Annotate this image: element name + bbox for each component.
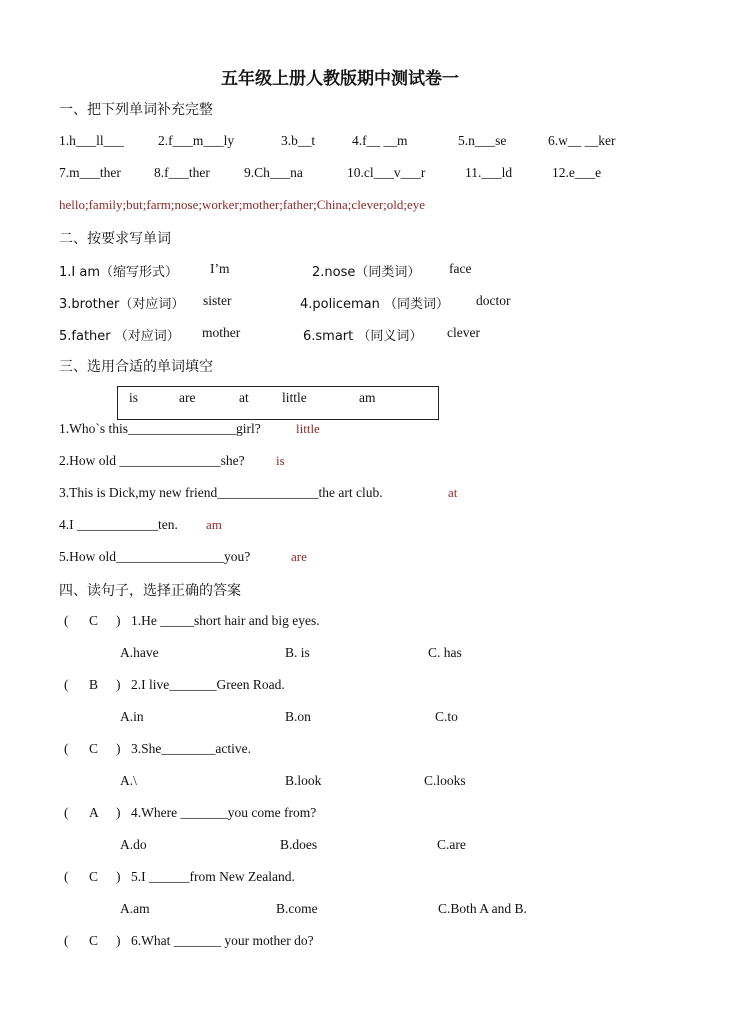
s4-q2-opt-c: C.to — [435, 709, 458, 724]
section-2-heading: 二、按要求写单词 — [59, 231, 171, 247]
s1-word-11: 11.___ld — [465, 165, 513, 180]
s4-q2-text: 2.I live_______Green Road. — [131, 677, 285, 692]
word-bank-option-2: are — [179, 390, 196, 405]
word-bank-option-3: at — [239, 390, 249, 405]
s4-q5-text: 5.I ______from New Zealand. — [131, 869, 295, 884]
s4-q4-opt-a: A.do — [120, 837, 147, 852]
s1-word-3: 3.b__t — [281, 133, 316, 148]
s4-q1-text: 1.He _____short hair and big eyes. — [131, 613, 320, 628]
s3-a2: is — [276, 453, 285, 468]
s1-word-5: 5.n___se — [458, 133, 507, 148]
s4-q2-close-paren: ) — [116, 677, 121, 692]
s4-q1-opt-a: A.have — [120, 645, 159, 660]
s3-a4: am — [206, 517, 222, 532]
s4-q5-open-paren: ( — [64, 869, 69, 884]
s2-q6: 6.smart （同义词） — [303, 329, 423, 344]
s4-q1-opt-b: B. is — [285, 645, 310, 660]
s4-q5-opt-c: C.Both A and B. — [438, 901, 527, 916]
s4-q6-close-paren: ) — [116, 933, 121, 948]
s4-q3-open-paren: ( — [64, 741, 69, 756]
s3-a1: little — [296, 421, 320, 436]
s1-word-12: 12.e___e — [552, 165, 602, 180]
s3-a5: are — [291, 549, 307, 564]
s2-a3: sister — [203, 293, 232, 308]
word-bank-box — [117, 386, 439, 420]
word-bank-option-5: am — [359, 390, 376, 405]
s4-q5-close-paren: ) — [116, 869, 121, 884]
s4-q2-opt-a: A.in — [120, 709, 144, 724]
s4-q1-close-paren: ) — [116, 613, 121, 628]
s3-q2: 2.How old _______________she? — [59, 453, 245, 468]
s1-word-4: 4.f__ __m — [352, 133, 408, 148]
s1-word-2: 2.f___m___ly — [158, 133, 235, 148]
s3-q3: 3.This is Dick,my new friend_______________the art club. — [59, 485, 383, 500]
s2-q1: 1.I am（缩写形式） — [59, 265, 178, 280]
s2-q2: 2.nose（同类词） — [312, 265, 421, 280]
s4-q1-answer: C — [89, 613, 99, 628]
s1-word-6: 6.w__ __ker — [548, 133, 616, 148]
s2-q4: 4.policeman （同类词） — [300, 297, 449, 312]
section-3-heading: 三、选用合适的单词填空 — [59, 359, 213, 375]
s1-word-8: 8.f___ther — [154, 165, 210, 180]
s4-q4-answer: A — [89, 805, 99, 820]
s4-q6-text: 6.What _______ your mother do? — [131, 933, 314, 948]
s2-a4: doctor — [476, 293, 511, 308]
s3-a3: at — [448, 485, 458, 500]
s1-answer-key: hello;family;but;farm;nose;worker;mother;father;China;clever;old;eye — [59, 197, 426, 212]
s4-q4-close-paren: ) — [116, 805, 121, 820]
section-4-heading: 四、读句子，选择正确的答案 — [59, 583, 241, 599]
s4-q1-opt-c: C. has — [428, 645, 462, 660]
s4-q6-open-paren: ( — [64, 933, 69, 948]
s4-q4-open-paren: ( — [64, 805, 69, 820]
s1-word-10: 10.cl___v___r — [347, 165, 426, 180]
s3-q4: 4.I ____________ten. — [59, 517, 178, 532]
s3-q5: 5.How old________________you? — [59, 549, 251, 564]
s1-word-1: 1.h___ll___ — [59, 133, 124, 148]
s4-q5-opt-b: B.come — [276, 901, 318, 916]
s2-q3: 3.brother（对应词） — [59, 297, 185, 312]
s2-a5: mother — [202, 325, 241, 340]
word-bank-option-1: is — [129, 390, 139, 405]
s4-q3-opt-a: A.\ — [120, 773, 137, 788]
s4-q3-opt-c: C.looks — [424, 773, 466, 788]
s4-q2-opt-b: B.on — [285, 709, 311, 724]
s4-q1-open-paren: ( — [64, 613, 69, 628]
s2-a6: clever — [447, 325, 480, 340]
s2-q5: 5.father （对应词） — [59, 329, 180, 344]
s2-a2: face — [449, 261, 472, 276]
s3-q1: 1.Who`s this________________girl? — [59, 421, 261, 436]
s4-q4-text: 4.Where _______you come from? — [131, 805, 317, 820]
s1-word-9: 9.Ch___na — [244, 165, 303, 180]
word-bank-option-4: little — [282, 390, 307, 405]
page-title: 五年级上册人教版期中测试卷一 — [221, 69, 459, 89]
s4-q4-opt-b: B.does — [280, 837, 318, 852]
s4-q3-answer: C — [89, 741, 99, 756]
section-1-heading: 一、把下列单词补充完整 — [59, 102, 213, 118]
s4-q3-close-paren: ) — [116, 741, 121, 756]
s4-q4-opt-c: C.are — [437, 837, 466, 852]
s4-q2-open-paren: ( — [64, 677, 69, 692]
s4-q2-answer: B — [89, 677, 99, 692]
s4-q6-answer: C — [89, 933, 99, 948]
s4-q5-answer: C — [89, 869, 99, 884]
s4-q3-opt-b: B.look — [285, 773, 322, 788]
s1-word-7: 7.m___ther — [59, 165, 121, 180]
s2-a1: I’m — [210, 261, 230, 276]
s4-q3-text: 3.She________active. — [131, 741, 251, 756]
s4-q5-opt-a: A.am — [120, 901, 150, 916]
